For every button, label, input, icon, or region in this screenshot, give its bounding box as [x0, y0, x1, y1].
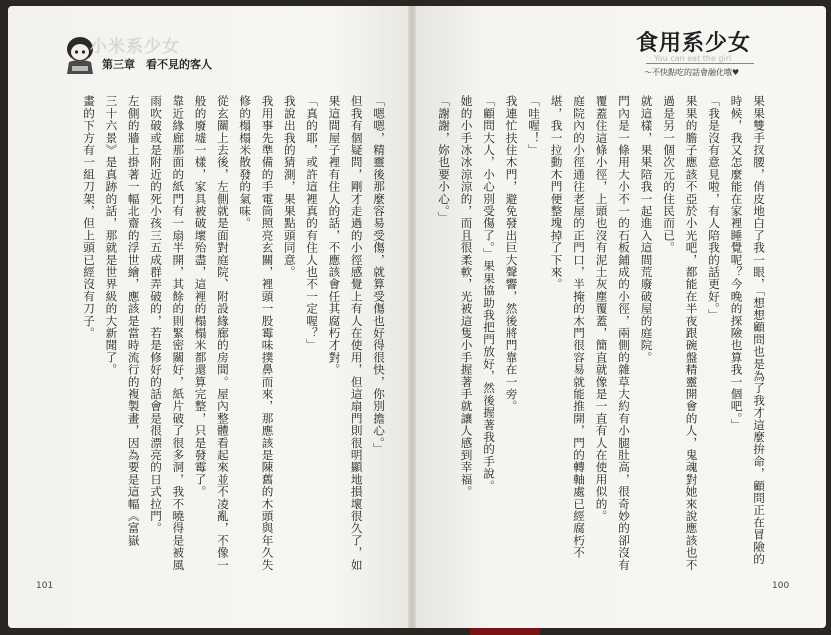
text-column: 三十六景》是真跡的話，那就是世界級的大新聞了。 — [104, 95, 119, 376]
header-watermark: 小米系少女 — [90, 37, 180, 57]
text-column: 「謝謝，妳也要小心。」 — [437, 95, 451, 224]
text-column: 修的榻榻米散發的氣味。 — [238, 95, 253, 230]
text-column: 堪，我一拉動木門便整塊掉了下來。 — [549, 95, 564, 291]
text-column: 果果雙手扠腰，俏皮地白了我一眼，「想想顧問也是為了我才這麼拚命，顧問正在冒險的 — [752, 95, 766, 565]
book-gutter — [408, 6, 416, 628]
text-column: 從玄關上去後，左側就是面對庭院、附設緣廊的房間。屋內整體看起來並不凌亂，不像一 — [215, 95, 230, 571]
book-subtitle-en: You can eat the girl — [654, 54, 732, 63]
text-column: 果這間屋子裡有住人的話，不應該會任其腐朽才對。 — [327, 95, 342, 376]
book-tagline: ～不快點吃的話會融化哦♥ — [644, 68, 740, 77]
book-title: 食用系少女 — [636, 31, 752, 56]
text-column: 靠近緣廊那面的紙門有一扇半開，其餘的則緊密關好，紙片破了很多洞，我不曉得是被風 — [171, 95, 186, 571]
bookmark-ribbon — [470, 628, 540, 635]
text-column: 「顧問大人，小心別受傷了。」果果協助我把門放好，然後握著我的手說。 — [482, 95, 496, 492]
text-column: 就這樣，果果陪我一起進入這間荒廢破屋的庭院。 — [639, 95, 654, 364]
text-column: 般的廢墟一樣，家具被破壞殆盡，這裡的榻榻米都還算完整，只是發霉了。 — [193, 95, 208, 498]
text-column: 「哇喔！」 — [527, 95, 541, 156]
text-column: 雨吹破或是附近的死小孩三五成群弄破的，若是修好的話會是很漂亮的日式拉門。 — [149, 95, 163, 535]
text-column: 覆蓋住這條小徑，上頭也沒有泥土灰塵覆蓋，簡直就像是一直有人在使用似的。 — [594, 95, 609, 522]
text-column: 庭院內的小徑通往老屋的正門口，半掩的木門很容易就能推開，門的轉軸處已經腐朽不 — [572, 95, 586, 559]
book-logo — [636, 26, 766, 86]
chapter-title: 第三章 看不見的客人 — [102, 58, 212, 71]
text-column: 我說出我的猜測，果果點頭同意。 — [282, 95, 297, 278]
text-column: 果果的膽子應該不亞於小光吧，都能在半夜跟碗盤精靈開會的人，鬼魂對她來說應該也不 — [684, 95, 699, 571]
text-column: 「真的耶，或許這裡真的有住人也不一定喔？」 — [305, 95, 320, 352]
text-column: 「我是沒有意見啦，有人陪我的話更好。」 — [707, 95, 721, 321]
text-column: 我用事先準備的手電筒照亮玄關，裡頭一股霉味撲鼻而來，那應該是陳舊的木頭與年久失 — [260, 95, 275, 571]
page-number-right: 100 — [772, 581, 790, 591]
text-column: 但我有個疑問，剛才走過的小徑感覺上有人在使用，但這扇門則很明顯地損壞很久了，如 — [349, 95, 364, 571]
text-column: 「嗯嗯，精靈後那麼容易受傷，就算受傷也好得很快，你別擔心。」 — [372, 95, 386, 456]
page-number-left: 101 — [36, 581, 54, 591]
text-column: 過是另一個次元的住民而已。 — [662, 95, 676, 254]
text-column: 左側的牆上掛著一幅北齋的浮世繪，應該是當時流行的複製畫，因為要是這幅《富嶽 — [126, 95, 141, 547]
logo-divider — [646, 63, 754, 64]
text-column: 時候，我又怎麼能在家裡睡覺呢？今晚的探險也算我一個吧。」 — [729, 95, 744, 431]
text-column: 她的小手冰冰涼涼的，而且很柔軟，光被這隻小手握著手就讓人感到幸福。 — [459, 95, 474, 498]
text-column: 我連忙扶住木門，避免發出巨大聲響，然後將門靠在一旁。 — [504, 95, 519, 413]
chapter-header — [60, 32, 210, 84]
text-column: 畫的下方有一組刀架，但上頭已經沒有刀子。 — [82, 95, 97, 339]
text-column: 門內是一條用大小不一的石板鋪成的小徑，兩側的雜草大約有小腿肚高，很奇妙的卻沒有 — [617, 95, 631, 571]
